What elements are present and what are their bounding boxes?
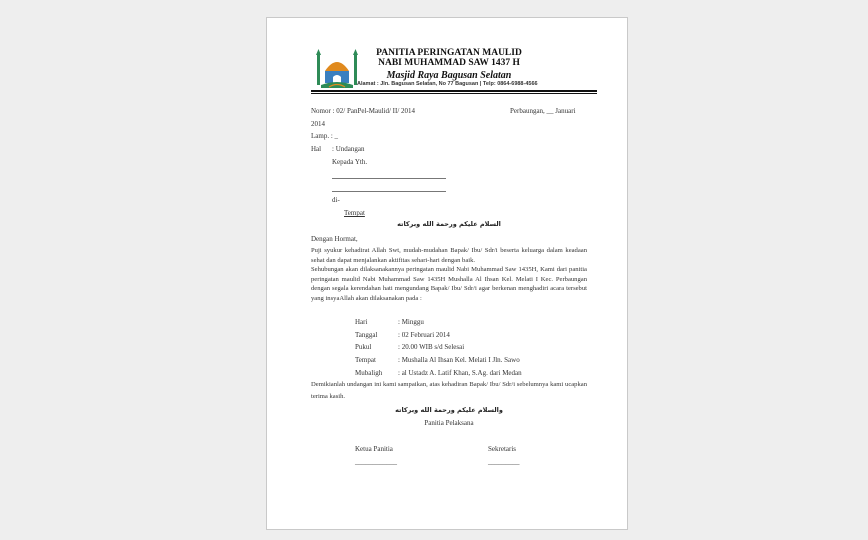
- recipient-place: Tempat: [344, 209, 365, 217]
- letter-date: Perbaungan, __ Januari: [510, 107, 576, 115]
- letter-number: Nomor : 02/ PanPel-Maulid/ II/ 2014: [311, 107, 416, 115]
- paragraph-intro: Puji syukur kehadirat Allah Swt, mudah-mudahan Bapak/ Ibu/ Sdr/i beserta keluarga dalam keadaan sehat dan dapat menjalankan aktifitas sehari-hari dengan baik.: [311, 247, 587, 264]
- opening-salam: السلام عليكم ورحمة الله وبركاته: [397, 220, 501, 228]
- secretary-title: Sekretaris: [488, 445, 516, 453]
- detail-value-day: : Minggu: [398, 318, 424, 326]
- header-rule-thin: [311, 93, 597, 94]
- detail-value-date: : 02 Februari 2014: [398, 331, 450, 339]
- detail-label-day: Hari: [355, 318, 368, 326]
- org-title-line2: NABI MUHAMMAD SAW 1437 H: [378, 58, 520, 68]
- recipient-di: di-: [332, 196, 340, 204]
- committee-label: Panitia Pelaksana: [424, 419, 474, 427]
- detail-value-speaker: : al Ustadz A. Latif Khan, S.Ag. dari Medan: [398, 369, 522, 377]
- detail-label-time: Pukul: [355, 343, 372, 351]
- recipient-blank-line: [332, 178, 446, 179]
- attachment-line: Lamp. : _: [311, 132, 339, 140]
- paragraph-invitation: Sehubungan akan dilaksanakannya peringatan maulid Nabi Muhammad Saw 1435H, Kami dari panitia peringatan maulid Nabi Muhammad Saw 1435H Mushalla Al Ihsan Kel. Melati I Kec. Perbaungan dengan segala kerendahan hati mengundang Bapak/ Ibu/ Sdr/i agar berkenan menghadiri acara tersebut yang insyaAllah akan dilaksanakan pada :: [311, 266, 587, 302]
- closing-salam: والسلام عليكم ورحمة الله وبركاته: [395, 406, 503, 414]
- org-title-line3: Masjid Raya Bagusan Selatan: [386, 70, 512, 81]
- detail-value-time: : 20.00 WIB s/d Selesai: [398, 343, 465, 351]
- recipient-blank-line: [332, 191, 446, 192]
- letter-year: 2014: [311, 120, 325, 128]
- mosque-icon: [315, 49, 359, 89]
- chairman-signature-line: ____________: [355, 458, 397, 466]
- detail-value-place: : Mushalla Al Ihsan Kel. Melati I Jln. Sawo: [398, 356, 520, 364]
- letter-page: [266, 17, 628, 530]
- org-title-line1: PANITIA PERINGATAN MAULID: [376, 48, 522, 58]
- secretary-signature-line: _________: [488, 458, 520, 466]
- detail-label-place: Tempat: [355, 356, 376, 364]
- subject-value: : Undangan: [332, 145, 365, 153]
- org-address: Alamat : Jln. Bagusan Selatan, No 77 Bagusan | Telp: 0864-6988-4566: [357, 81, 538, 87]
- chairman-title: Ketua Panitia: [355, 445, 393, 453]
- header-rule: [311, 90, 597, 92]
- closing-paragraph: Demikianlah undangan ini kami sampaikan, atas kehadiran Bapak/ Ibu/ Sdr/i sebelumnya kami ucapkan terima kasih.: [311, 381, 587, 400]
- detail-label-speaker: Mubaligh: [355, 369, 383, 377]
- greeting: Dengan Hormat,: [311, 235, 358, 243]
- detail-label-date: Tanggal: [355, 331, 378, 339]
- recipient-heading: Kepada Yth.: [332, 158, 368, 166]
- subject-label: Hal: [311, 145, 322, 153]
